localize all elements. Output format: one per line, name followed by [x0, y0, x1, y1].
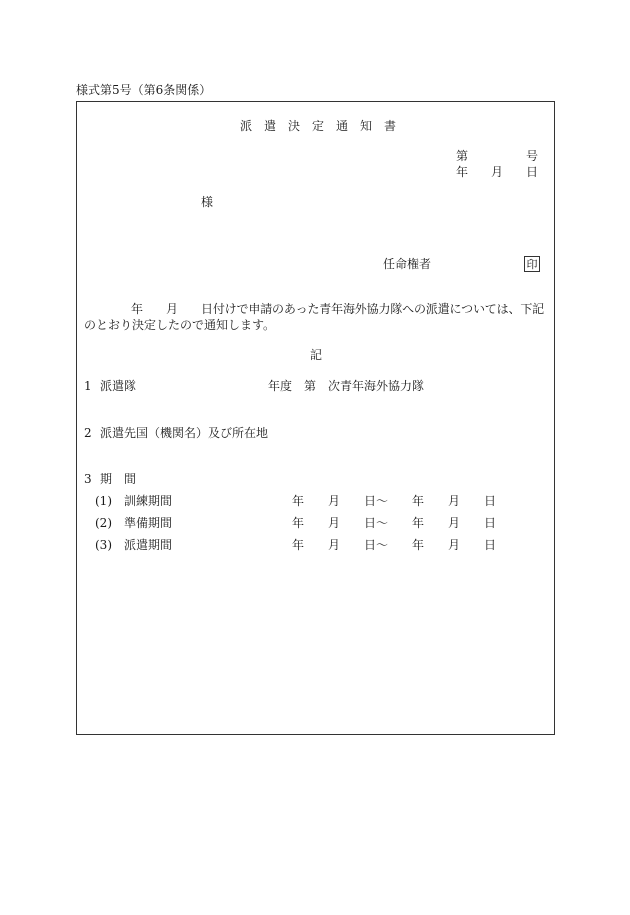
- period-start-day: 日～: [364, 538, 389, 552]
- date-year: 年: [456, 165, 469, 179]
- period-end-month: 月: [448, 494, 461, 508]
- period-number: (1): [95, 494, 112, 508]
- number-dai: 第: [456, 149, 469, 163]
- period-start-year: 年: [292, 494, 305, 508]
- period-start-day: 日～: [364, 494, 389, 508]
- form-label: 様式第5号（第6条関係）: [76, 83, 212, 97]
- period-start-year: 年: [292, 538, 305, 552]
- seal-stamp: 印: [524, 256, 540, 272]
- body-year: 年: [131, 302, 144, 316]
- item3-label: 期 間: [100, 472, 137, 486]
- period-label: 訓練期間: [124, 494, 173, 508]
- date-day: 日: [526, 165, 539, 179]
- period-start-day: 日～: [364, 516, 389, 530]
- item1-dai: 第: [304, 379, 317, 393]
- period-end-day: 日: [484, 516, 497, 530]
- period-end-year: 年: [412, 538, 425, 552]
- date-month: 月: [491, 165, 504, 179]
- document-title: 派 遣 決 定 通 知 書: [240, 119, 397, 133]
- number-go: 号: [526, 149, 539, 163]
- issuer-label: 任命権者: [383, 257, 432, 271]
- period-start-month: 月: [328, 538, 341, 552]
- period-label: 準備期間: [124, 516, 173, 530]
- item1-number: 1: [84, 379, 92, 393]
- period-start-year: 年: [292, 516, 305, 530]
- body-text-line2: のとおり決定したので通知します。: [84, 318, 276, 332]
- period-start-month: 月: [328, 494, 341, 508]
- period-end-day: 日: [484, 494, 497, 508]
- period-end-year: 年: [412, 494, 425, 508]
- period-end-month: 月: [448, 516, 461, 530]
- body-text-line1: 日付けで申請のあった青年海外協力隊への派遣については、下記: [201, 302, 545, 316]
- item1-nendo: 年度: [268, 379, 293, 393]
- addressee-suffix: 様: [201, 195, 214, 209]
- period-start-month: 月: [328, 516, 341, 530]
- period-end-day: 日: [484, 538, 497, 552]
- item2-label: 派遣先国（機関名）及び所在地: [100, 426, 269, 440]
- period-number: (3): [95, 538, 112, 552]
- body-month: 月: [166, 302, 179, 316]
- item2-number: 2: [84, 426, 92, 440]
- period-end-year: 年: [412, 516, 425, 530]
- period-number: (2): [95, 516, 112, 530]
- notice-form: [76, 101, 555, 735]
- period-label: 派遣期間: [124, 538, 173, 552]
- period-end-month: 月: [448, 538, 461, 552]
- ki-heading: 記: [310, 348, 323, 362]
- item1-label: 派遣隊: [100, 379, 137, 393]
- item3-number: 3: [84, 472, 92, 486]
- item1-unit: 次青年海外協力隊: [328, 379, 425, 393]
